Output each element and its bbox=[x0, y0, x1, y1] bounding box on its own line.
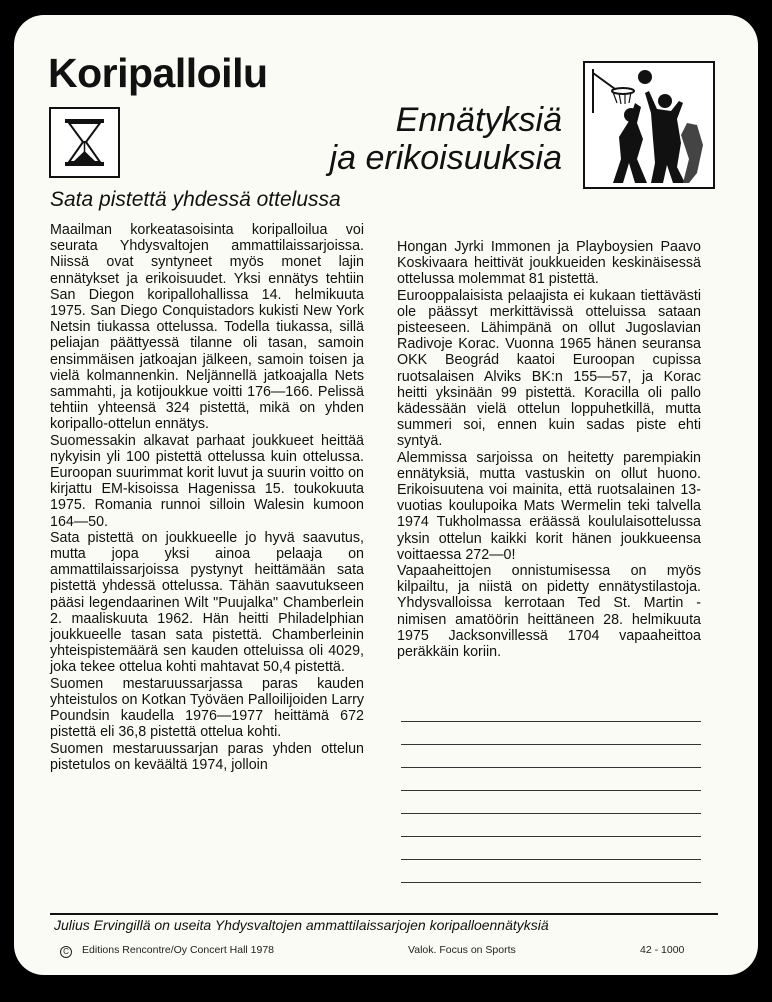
paragraph: Maailman korkeatasoisinta koripalloilua voi seurata Yhdysvaltojen ammattilaissarjoissa. Niissä ovat syntyneet myös monet lajin ennätykset ja erikoisuudet. Yksi ennätys tehtiin San Diegon koripallohallissa 14. helmikuuta 1975. San Diego Conquistadors kukisti New York Netsin tiukassa ottelussa. Todella tiukassa, sillä peliajan päättyessä tilanne oli tasan, samoin ensimmäisen jatkoajan jälkeen, samoin toisen ja vielä kolmannenkin. Neljännellä jatkoajalla Nets sammahti, ja kotijoukkue voitti 176—166. Pelissä tehtiin yhteensä 324 pistettä, mikä on yhden koripallo-ottelun ennätys. bbox=[50, 222, 364, 433]
article-column-right bbox=[397, 239, 701, 660]
note-line bbox=[401, 882, 701, 883]
paragraph: Hongan Jyrki Immonen ja Playboysien Paavo Koskivaara heittivät joukkueiden keskinäisessä ottelussa molemmat 81 pistettä. bbox=[397, 239, 701, 288]
copyright bbox=[60, 944, 274, 958]
note-line bbox=[401, 721, 701, 722]
notes-lines bbox=[401, 721, 701, 905]
paragraph: Sata pistettä on joukkueelle jo hyvä saavutus, mutta jopa yksi ainoa pelaaja on ammattilaissarjoissa pystynyt heittämään sata pistettä yhdessä ottelussa. Tähän saavutukseen pääsi legendaarinen Wilt "Puujalka" Chamberlein 2. maaliskuuta 1962. Hän heitti Philadelphian joukkueelle tasan sata pistettä. Chamberleinin yhteispistemäärä sen kauden otteluissa oli 4029, joka tekee ottelua kohti mahtavat 50,4 pistettä. bbox=[50, 529, 364, 676]
card-code: 42 - 1000 bbox=[640, 944, 685, 956]
paragraph: Vapaaheittojen onnistumisessa on myös kilpailtu, ja niistä on pidetty ennätystilastoja. Yhdysvalloissa kerrotaan Ted St. Martin -nimisen amatöörin heittäneen 28. helmikuuta 1975 Jacksonvillessä 1704 vapaaheittoa peräkkäin koriin. bbox=[397, 563, 701, 661]
card bbox=[14, 15, 758, 975]
note-line bbox=[401, 859, 701, 860]
article-heading: Sata pistettä yhdessä ottelussa bbox=[50, 188, 341, 211]
category-line-1: Ennätyksiä bbox=[395, 101, 562, 139]
note-line bbox=[401, 813, 701, 814]
note-line bbox=[401, 767, 701, 768]
paragraph: Suomen mestaruussarjan paras yhden ottelun pistetulos on keväältä 1974, jolloin bbox=[50, 740, 364, 773]
divider bbox=[50, 913, 718, 915]
publisher: Editions Rencontre/Oy Concert Hall 1978 bbox=[82, 944, 275, 956]
paragraph: Eurooppalaisista pelaajista ei kukaan tiettävästi ole päässyt merkittävissä otteluissa sataan pisteeseen. Lähimpänä on ollut Jugoslavian Radivoje Korac. Vuonna 1965 hänen seuransa OKK Beográd kaatoi Euroopan cupissa ruotsalaisen Alviks BK:n 155—57, ja Korac heitti yksinään 99 pistettä. Koracilla oli pallo kädessään vielä ottelun loppuhetkillä, mutta summeri soi, ennen kuin sadas piste ehti syntyä. bbox=[397, 287, 701, 450]
hourglass-icon bbox=[49, 107, 120, 178]
note-line bbox=[401, 744, 701, 745]
photo-caption: Julius Ervingillä on useita Yhdysvaltojen ammattilaissarjojen koripalloennätyksiä bbox=[54, 917, 549, 933]
paragraph: Suomen mestaruussarjassa paras kauden yhteistulos on Kotkan Työväen Palloilijoiden Larry Poundsin kaudella 1976—1977 heittämä 672 pistettä eli 36,8 pistettä ottelua kohti. bbox=[50, 675, 364, 741]
basketball-players-icon bbox=[583, 61, 715, 189]
sport-title: Koripalloilu bbox=[48, 50, 268, 96]
category-title bbox=[330, 101, 562, 177]
paragraph: Alemmissa sarjoissa on heitetty parempiakin ennätyksiä, mutta vastuskin on ollut huono. Erikoisuutena voi mainita, että ruotsalainen 13-vuotias koulupoika Mats Wermelin teki talvella 1974 Tukholmassa eräässä koululaisottelussa yksin ottelun kaikki korit hänen joukkueensa voittaessa 272—0! bbox=[397, 449, 701, 563]
note-line bbox=[401, 836, 701, 837]
note-line bbox=[401, 790, 701, 791]
category-line-2: ja erikoisuuksia bbox=[329, 139, 562, 177]
copyright-icon: C bbox=[60, 946, 72, 958]
article-column-left bbox=[50, 222, 364, 773]
paragraph: Suomessakin alkavat parhaat joukkueet heittää nykyisin yli 100 pistettä ottelussa kuin ottelussa. Euroopan suurimmat korit luvut ja suurin voitto on kirjattu EM-kisoissa Hagenissa 15. toukokuuta 1975. Romania runnoi silloin Walesin kumoon 164—50. bbox=[50, 432, 364, 530]
photo-credit: Valok. Focus on Sports bbox=[408, 944, 516, 956]
